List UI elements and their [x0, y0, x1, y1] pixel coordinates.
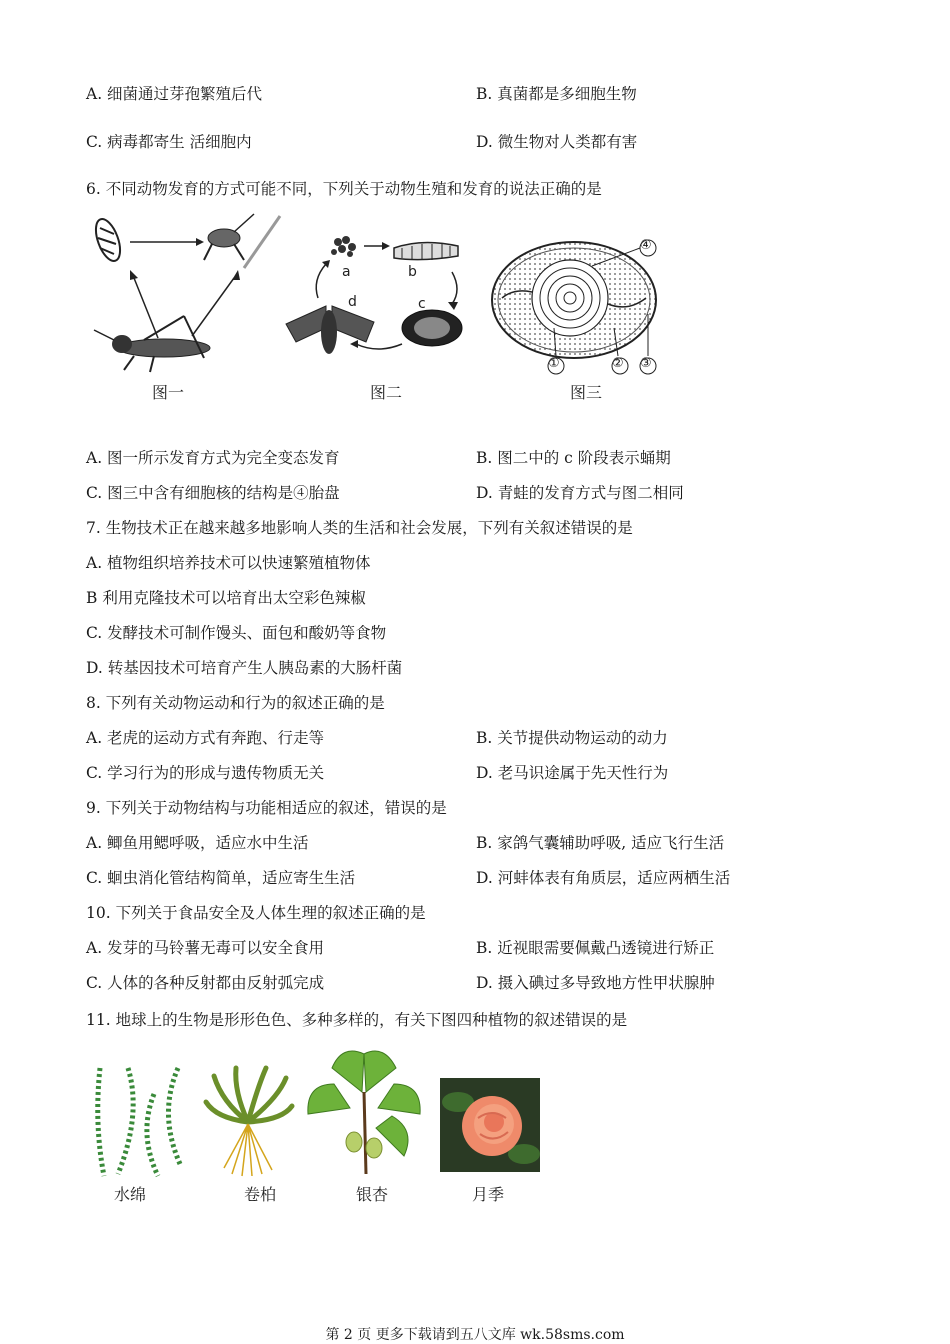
q6-option-d: D. 青蛙的发育方式与图二相同	[476, 484, 684, 502]
q8-option-a: A. 老虎的运动方式有奔跑、行走等	[86, 729, 325, 747]
q8-option-c: C. 学习行为的形成与遗传物质无关	[86, 764, 325, 782]
plant-label-selaginella: 卷柏	[244, 1185, 277, 1204]
q9-option-b: B. 家鸽气囊辅助呼吸, 适应飞行生活	[476, 834, 725, 852]
plant-label-ginkgo: 银杏	[356, 1185, 389, 1204]
figure-2-caption: 图二	[370, 383, 403, 402]
plant-label-spirogyra: 水绵	[114, 1185, 147, 1204]
figure-2-label-d: d	[348, 294, 357, 310]
q5-option-a: A. 细菌通过芽孢繁殖后代	[86, 85, 263, 103]
q6-option-a: A. 图一所示发育方式为完全变态发育	[86, 449, 340, 467]
q5-option-b: B. 真菌都是多细胞生物	[476, 85, 637, 103]
q8-stem: 8. 下列有关动物运动和行为的叙述正确的是	[86, 694, 385, 712]
q5-option-c: C. 病毒都寄生 活细胞内	[86, 133, 252, 151]
q7-option-b: B 利用克隆技术可以培育出太空彩色辣椒	[86, 589, 366, 607]
figure-1-grasshopper-cycle	[84, 208, 284, 378]
q10-option-d: D. 摄入碘过多导致地方性甲状腺肿	[476, 974, 715, 992]
q6-stem: 6. 不同动物发育的方式可能不同，下列关于动物生殖和发育的说法正确的是	[86, 180, 602, 198]
ginkgo-image	[304, 1044, 424, 1178]
q7-option-c: C. 发酵技术可制作馒头、面包和酸奶等食物	[86, 624, 387, 642]
q11-stem: 11. 地球上的生物是形形色色、多种多样的，有关下图四种植物的叙述错误的是	[86, 1011, 628, 1029]
q9-stem: 9. 下列关于动物结构与功能相适应的叙述，错误的是	[86, 799, 447, 817]
figure-2-label-c: c	[418, 296, 426, 312]
selaginella-image	[202, 1062, 296, 1178]
plant-label-rose: 月季	[472, 1185, 505, 1204]
q9-option-d: D. 河蚌体表有角质层，适应两栖生活	[476, 869, 731, 887]
q9-option-a: A. 鲫鱼用鳃呼吸，适应水中生活	[86, 834, 309, 852]
figure-3-label-4: ④	[640, 238, 652, 253]
q6-option-b: B. 图二中的 c 阶段表示蛹期	[476, 449, 671, 467]
q7-option-d: D. 转基因技术可培育产生人胰岛素的大肠杆菌	[86, 659, 403, 677]
figure-3-egg-structure	[488, 232, 668, 378]
figure-3-label-3: ③	[640, 356, 652, 371]
q10-option-a: A. 发芽的马铃薯无毒可以安全食用	[86, 939, 325, 957]
page-footer: 第 2 页 更多下载请到五八文库 wk.58sms.com	[325, 1327, 625, 1343]
figure-1-caption: 图一	[152, 383, 185, 402]
q6-option-c: C. 图三中含有细胞核的结构是④胎盘	[86, 484, 340, 502]
spirogyra-image	[88, 1064, 188, 1180]
q8-option-b: B. 关节提供动物运动的动力	[476, 729, 668, 747]
figure-2-label-a: a	[342, 264, 351, 280]
q10-option-c: C. 人体的各种反射都由反射弧完成	[86, 974, 325, 992]
figure-3-label-2: ②	[612, 356, 624, 371]
q7-stem: 7. 生物技术正在越来越多地影响人类的生活和社会发展，下列有关叙述错误的是	[86, 519, 633, 537]
figure-2-silkworm-cycle	[282, 232, 482, 362]
q10-stem: 10. 下列关于食品安全及人体生理的叙述正确的是	[86, 904, 426, 922]
figure-2-label-b: b	[408, 264, 417, 280]
figure-3-caption: 图三	[570, 383, 603, 402]
q7-option-a: A. 植物组织培养技术可以快速繁殖植物体	[86, 554, 371, 572]
rose-image	[440, 1078, 540, 1172]
q10-option-b: B. 近视眼需要佩戴凸透镜进行矫正	[476, 939, 715, 957]
q8-option-d: D. 老马识途属于先天性行为	[476, 764, 669, 782]
q9-option-c: C. 蛔虫消化管结构简单，适应寄生生活	[86, 869, 356, 887]
q5-option-d: D. 微生物对人类都有害	[476, 133, 638, 151]
figure-3-label-1: ①	[548, 356, 560, 371]
